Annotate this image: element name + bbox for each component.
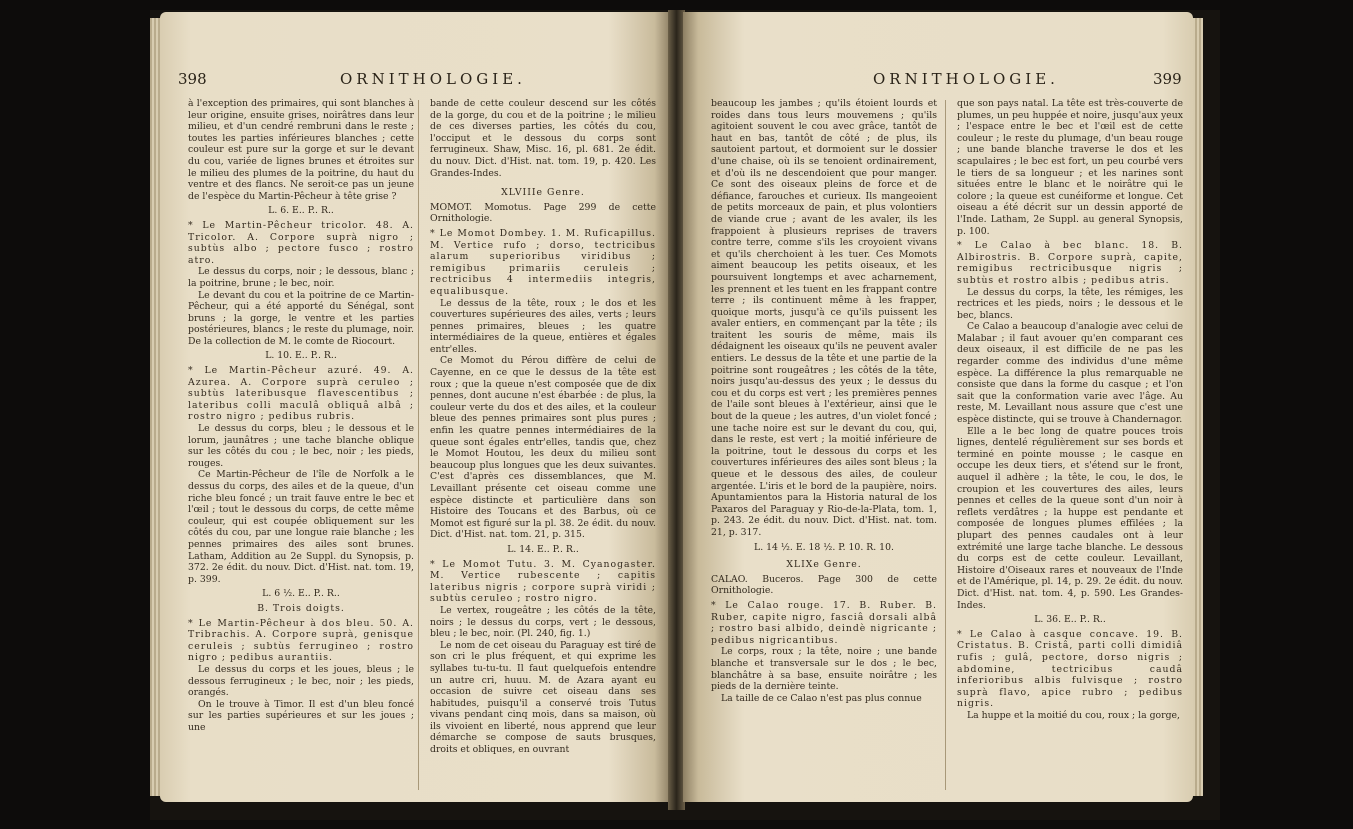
paragraph: que son pays natal. La tête est très-couverte de plumes, un peu huppée et noire, jusqu'aux yeux ; l'espace entre le bec et l'œil est de cette couleur ; le reste du plumage, d'un beau rouge ; une bande blanche traverse le dos et les scapulaires ; le bec est fort, un peu courbé vers le tiers de sa longueur ; et les narines sont situées entre le blanc et le noirâtre qui le colore ; la queue est cunéiforme et longue. Cet oiseau a été décrit sur un dessin apporté de l'Inde. Latham, 2e Suppl. au general Synopsis, p. 100. bbox=[957, 98, 1183, 237]
paragraph: Ce Momot du Pérou diffère de celui de Cayenne, en ce que le dessus de la tête est roux ; que la queue n'est composée que de dix pennes, dont aucune n'est ébarbée : de plus, la couleur verte du dos et des ailes, et la couleur bleue des pennes primaires sont plus pures ; enfin les quatre pennes intermédiaires de la queue sont égales entr'elles, tandis que, chez le Momot Houtou, les deux du milieu sont beaucoup plus longues que les deux suivantes. C'est d'après ces dissemblances, que M. Levaillant présente cet oiseau comme une espèce distincte et particulière dans son Histoire des Toucans et des Barbus, où ce Momot est figuré sur la pl. 38. 2e édit. du nouv. Dict. d'Hist. nat. tom. 21, p. 315. bbox=[430, 355, 656, 541]
paragraph: beaucoup les jambes ; qu'ils étoient lourds et roides dans tous leurs mouvemens ; qu'ils agitoient souvent le cou avec grâce, tantôt de haut en bas, tantôt de côté ; de plus, ils sautoient partout, et dormoient sur le dossier d'une chaise, où ils se tenoient ordinairement, et d'où ils ne descendoient que pour manger. Ce sont des oiseaux pleins de force et de défiance, farouches et curieux. Ils mangeoient de petits morceaux de pain, et plus volontiers de viande crue ; avant de les avaler, ils les frappoient à plusieurs reprises de travers contre terre, comme s'ils les croyoient vivans et qu'ils cherchoient à les tuer. Ces Momots aiment beaucoup les petits oiseaux, et les poursuivent longtemps et avec acharnement, les prennent et les tuent en les frappant contre terre ; ils continuent même à les frapper, quoique morts, jusqu'à ce qu'ils puissent les avaler entiers, en commençant par la tête ; ils traitent les souris de même, mais ils dédaignent les oiseaux qu'ils ne peuvent avaler entiers. Le dessus de la tête et une partie de la poitrine sont rougeâtres ; les côtés de la tête, noirs jusqu'au-dessus des yeux ; le dessus du cou et du corps est vert ; les premières pennes de l'aile sont bleues à l'extérieur, ainsi que le bout de la queue ; les autres, d'un violet foncé ; une tache noire est sur le devant du cou, qui, dans le reste, est vert ; la moitié inférieure de la poitrine, tout le dessous du corps et les couvertures inférieures des ailes sont bleus ; la queue et le dessous des ailes, de couleur argentée. L'iris et le bord de la paupière, noirs. Apuntamientos para la Historia natural de los Paxaros del Paraguay y Rio-de-la-Plata, tom. 1, p. 243. 2e édit. du nouv. Dict. d'Hist. nat. tom. 21, p. 317. bbox=[711, 98, 937, 538]
paragraph: Le dessus du corps, noir ; le dessous, blanc ; la poitrine, brune ; le bec, noir. bbox=[188, 266, 414, 289]
section-heading: B. Trois doigts. bbox=[257, 602, 345, 614]
left-page-header: ORNITHOLOGIE. bbox=[340, 70, 526, 88]
paragraph: Le devant du cou et la poitrine de ce Martin-Pêcheur, qui a été apporté du Sénégal, sont bruns ; la gorge, le ventre et les parties postérieures, blancs ; le reste du plumage, noir. De la collection de M. le comte de Riocourt. bbox=[188, 289, 414, 347]
paragraph: Ce Calao a beaucoup d'analogie avec celui de Malabar ; il faut avouer qu'en comparant ces deux oiseaux, il est difficile de ne pas les regarder comme des individus d'une même espèce. La différence la plus remarquable ne consiste que dans la forme du casque ; et l'on sait que la conformation varie avec l'âge. Au reste, M. Levaillant nous assure que c'est une espèce distincte, qui se trouve à Chandernagor. bbox=[957, 321, 1183, 426]
measurements: L. 36. E.. P.. R.. bbox=[1034, 614, 1106, 626]
right-column-rule bbox=[945, 100, 946, 790]
right-page-column-1 bbox=[711, 98, 937, 704]
species-entry: * Le Martin-Pêcheur azuré. 49. A. Azurea. A. Corpore suprà ceruleo ; subtùs lateribusque flavescentibus ; lateribus colli maculâ obliquâ albâ ; rostro nigro ; pedibus rubris. bbox=[188, 365, 414, 423]
paragraph: Le dessus du corps, la tête, les rémiges, les rectrices et les pieds, noirs ; le dessous et le bec, blancs. bbox=[957, 286, 1183, 321]
measurements: L. 14. E.. P.. R.. bbox=[507, 543, 579, 555]
measurements: L. 6 ½. E.. P.. R.. bbox=[262, 588, 340, 600]
paragraph: Elle a le bec long de quatre pouces trois lignes, dentelé régulièrement sur ses bords et terminé en pointe mousse ; le casque en occupe les deux tiers, et s'étend sur le front, auquel il adhère ; la tête, le cou, le dos, le croupion et les couvertures des ailes, leurs pennes et celles de la queue sont d'un noir à reflets verdâtres ; la huppe est pendante et composée de longues plumes effilées ; la plupart des pennes caudales ont à leur extrémité une large tache blanche. Le dessous du corps est de cette couleur. Levaillant, Histoire d'Oiseaux rares et nouveaux de l'Inde et de l'Amérique, pl. 14, p. 29. 2e édit. du nouv. Dict. d'Hist. nat. tom. 4, p. 590. Les Grandes-Indes. bbox=[957, 425, 1183, 611]
measurements: L. 10. E.. P.. R.. bbox=[265, 350, 337, 362]
right-page-column-2 bbox=[957, 98, 1183, 721]
paragraph: Le dessus du corps et les joues, bleus ; le dessous ferrugineux ; le bec, noir ; les pieds, orangés. bbox=[188, 663, 414, 699]
paragraph: bande de cette couleur descend sur les côtés de la gorge, du cou et de la poitrine ; le milieu de ces diverses parties, les côtés du cou, l'occiput et le dessous du corps sont ferrugineux. Shaw, Misc. 16, pl. 681. 2e édit. du nouv. Dict. d'Hist. nat. tom. 19, p. 420. Les Grandes-Indes. bbox=[430, 98, 656, 179]
right-page bbox=[683, 12, 1193, 802]
paragraph: La taille de ce Calao n'est pas plus connue bbox=[721, 692, 922, 704]
genus-title: CALAO. Buceros. Page 300 de cette Ornithologie. bbox=[711, 573, 937, 597]
paragraph: La huppe et la moitié du cou, roux ; la gorge, bbox=[967, 709, 1181, 721]
species-entry: * Le Calao à casque concave. 19. B. Cristatus. B. Cristâ, parti colli dimidiâ rufis ; gulâ, pectore, dorso nigris ; abdomine, tectricibus caudâ inferioribus albis fulvisque ; rostro suprà flavo, apice rubro ; pedibus nigris. bbox=[957, 628, 1183, 710]
measurements: L. 14 ½. E. 18 ½. P. 10. R. 10. bbox=[754, 541, 894, 553]
paragraph: Le vertex, rougeâtre ; les côtés de la tête, noirs ; le dessus du corps, vert ; le dessous, bleu ; le bec, noir. (Pl. 240, fig. 1.) bbox=[430, 604, 656, 640]
left-page-column-1 bbox=[188, 98, 414, 733]
paragraph: On le trouve à Timor. Il est d'un bleu foncé sur les parties supérieures et sur les joues ; une bbox=[188, 698, 414, 733]
genus-heading: XLVIIIe Genre. bbox=[501, 187, 585, 199]
left-page bbox=[160, 12, 670, 802]
measurements: L. 6. E.. P.. R.. bbox=[268, 205, 334, 217]
paragraph: à l'exception des primaires, qui sont blanches à leur origine, ensuite grises, noirâtres dans leur milieu, et d'un cendré rembruni dans le reste ; toutes les parties inférieures blanches ; cette couleur est pure sur la gorge et sur le devant du cou, variée de lignes brunes et étroites sur le milieu des plumes de la poitrine, du haut du ventre et des flancs. Ne seroit-ce pas un jeune de l'espèce du Martin-Pêcheur à tête grise ? bbox=[188, 98, 414, 202]
species-entry: * Le Calao à bec blanc. 18. B. Albirostris. B. Corpore suprà, capite, remigibus rectricibusque nigris ; subtùs et rostro albis ; pedibus atris. bbox=[957, 240, 1183, 286]
paragraph: Le nom de cet oiseau du Paraguay est tiré de son cri le plus fréquent, et qui exprime les syllabes tu-tu-tu. Il faut quelquefois entendre un autre cri, huuu. M. de Azara ayant eu occasion de suivre cet oiseau dans ses habitudes, puisqu'il a conservé trois Tutus vivans pendant cinq mois, dans sa maison, où ils vivoient en liberté, nous apprend que leur démarche se compose de sauts brusques, droits et obliques, en ouvrant bbox=[430, 639, 656, 756]
paragraph: Le corps, roux ; la tête, noire ; une bande blanche et transversale sur le dos ; le bec, blanchâtre à sa base, ensuite noirâtre ; les pieds de la dernière teinte. bbox=[711, 646, 937, 693]
left-column-rule bbox=[418, 100, 419, 790]
species-entry: * Le Momot Dombey. 1. M. Ruficapillus. M. Vertice rufo ; dorso, tectricibus alarum superioribus viridibus ; remigibus primariis ceruleis ; rectricibus 4 intermediis integris, equalibusque. bbox=[430, 227, 656, 297]
right-page-number: 399 bbox=[1153, 70, 1182, 88]
left-page-column-2 bbox=[430, 98, 656, 756]
species-entry: * Le Calao rouge. 17. B. Ruber. B. Ruber, capite nigro, fasciâ dorsali albâ ; rostro basi albido, deindè nigricante ; pedibus nigricantibus. bbox=[711, 599, 937, 646]
paragraph: Ce Martin-Pêcheur de l'île de Norfolk a le dessus du corps, des ailes et de la queue, d'un riche bleu foncé ; un trait fauve entre le bec et l'œil ; tout le dessous du corps, de cette même couleur, qui est coupée obliquement sur les côtés du cou, par une longue raie blanche ; les pennes primaires des ailes sont brunes. Latham, Addition au 2e Suppl. du Synopsis, p. 372. 2e édit. du nouv. Dict. d'Hist. nat. tom. 19, p. 399. bbox=[188, 469, 414, 585]
species-entry: * Le Martin-Pêcheur tricolor. 48. A. Tricolor. A. Corpore suprà nigro ; subtùs albo ; pectore fusco ; rostro atro. bbox=[188, 219, 414, 266]
species-entry: * Le Momot Tutu. 3. M. Cyanogaster. M. Vertice rubescente ; capitis lateribus nigris ; corpore suprà viridi ; subtùs ceruleo ; rostro nigro. bbox=[430, 558, 656, 605]
left-page-number: 398 bbox=[178, 70, 207, 88]
species-entry: * Le Martin-Pêcheur à dos bleu. 50. A. Tribrachis. A. Corpore suprà, genisque ceruleis ; subtùs ferrugineo ; rostro nigro ; pedibus aurantiis. bbox=[188, 617, 414, 664]
right-page-header: ORNITHOLOGIE. bbox=[873, 70, 1059, 88]
paragraph: Le dessus du corps, bleu ; le dessous et le lorum, jaunâtres ; une tache blanche oblique sur les côtés du cou ; le bec, noir ; les pieds, rouges. bbox=[188, 423, 414, 469]
paragraph: Le dessus de la tête, roux ; le dos et les couvertures supérieures des ailes, verts ; leurs pennes primaires, bleues ; les quatre intermédiaires de la queue, entières et égales entr'elles. bbox=[430, 297, 656, 355]
genus-title: MOMOT. Momotus. Page 299 de cette Ornithologie. bbox=[430, 201, 656, 225]
genus-heading: XLIXe Genre. bbox=[786, 559, 862, 571]
